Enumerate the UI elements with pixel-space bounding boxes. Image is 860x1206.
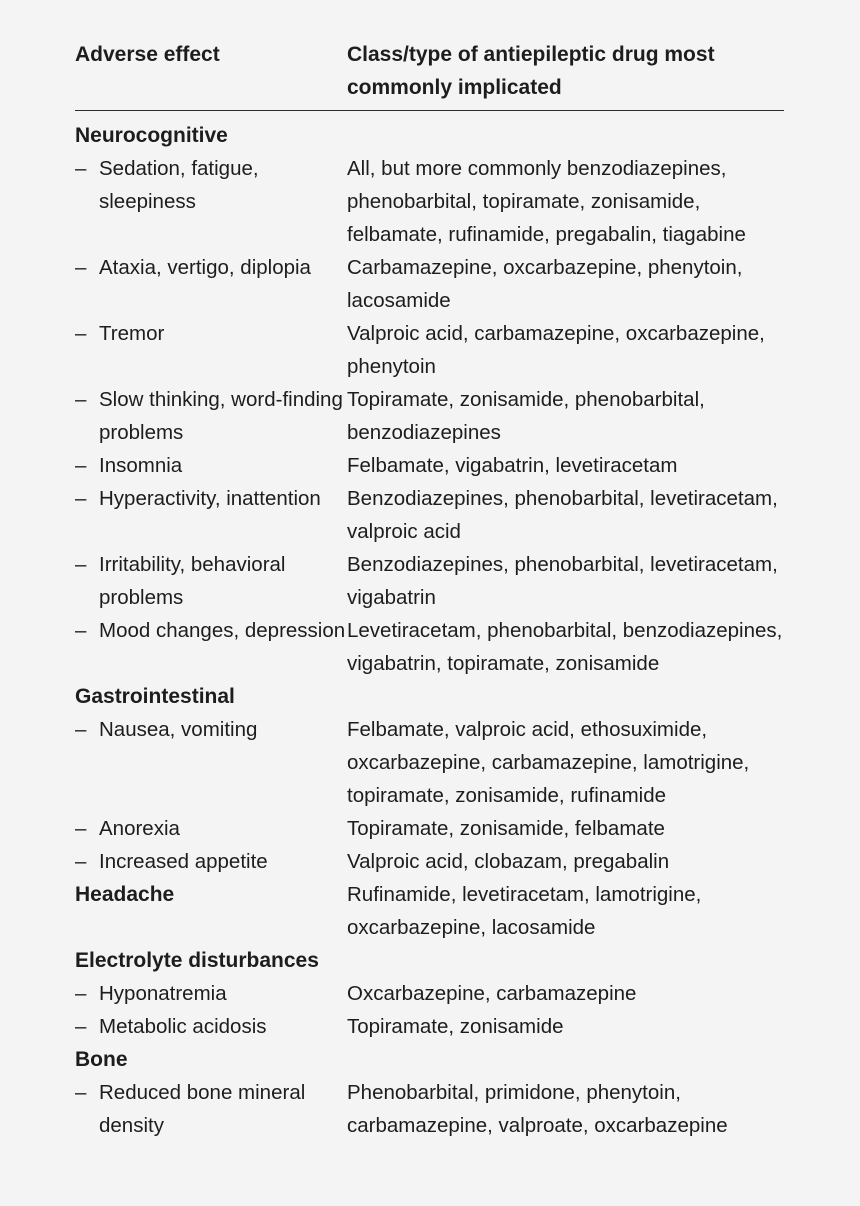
effect-text: Metabolic acidosis: [99, 1015, 267, 1038]
effect-cell: [75, 1010, 347, 1043]
effect-text: Anorexia: [99, 817, 180, 840]
effect-cell: [75, 383, 347, 449]
table-row: [75, 845, 784, 878]
effect-text: Hyponatremia: [99, 982, 227, 1005]
drug-cell: Topiramate, zonisamide, phenobarbital, benzodiazepines: [347, 388, 705, 444]
drug-cell: Benzodiazepines, phenobarbital, levetiracetam, vigabatrin: [347, 553, 778, 609]
table-body: [75, 111, 784, 1142]
section-drugs: [347, 680, 784, 713]
section-title: Electrolyte disturbances: [75, 949, 319, 972]
drug-cell: Valproic acid, clobazam, pregabalin: [347, 850, 670, 873]
section-row: [75, 1043, 784, 1076]
drug-cell: Felbamate, valproic acid, ethosuximide, oxcarbazepine, carbamazepine, lamotrigine, topiramate, zonisamide, rufinamide: [347, 718, 750, 807]
effect-text: Reduced bone mineral density: [99, 1081, 306, 1137]
dash-marker: –: [75, 1081, 87, 1104]
table-row: [75, 614, 784, 680]
adverse-effects-table: [75, 38, 784, 1142]
table-row: [75, 152, 784, 251]
dash-marker: –: [75, 454, 87, 477]
section-drugs: [347, 1043, 784, 1076]
drug-cell: Topiramate, zonisamide: [347, 1015, 564, 1038]
drug-cell: Phenobarbital, primidone, phenytoin, carbamazepine, valproate, oxcarbazepine: [347, 1081, 728, 1137]
effect-text: Mood changes, depression: [99, 619, 346, 642]
drug-cell: Valproic acid, carbamazepine, oxcarbazepine, phenytoin: [347, 322, 765, 378]
dash-marker: –: [75, 850, 87, 873]
table-row: [75, 482, 784, 548]
table-row: [75, 977, 784, 1010]
section-title: Bone: [75, 1048, 128, 1071]
effect-cell: [75, 449, 347, 482]
drug-cell: Oxcarbazepine, carbamazepine: [347, 982, 637, 1005]
dash-marker: –: [75, 619, 87, 642]
section-row: [75, 119, 784, 152]
dash-marker: –: [75, 817, 87, 840]
table-header: [75, 38, 784, 111]
dash-marker: –: [75, 718, 87, 741]
table-row: [75, 317, 784, 383]
dash-marker: –: [75, 157, 87, 180]
dash-marker: –: [75, 553, 87, 576]
drug-cell: Felbamate, vigabatrin, levetiracetam: [347, 454, 678, 477]
effect-text: Hyperactivity, inattention: [99, 487, 321, 510]
section-row: [75, 680, 784, 713]
section-drugs: [347, 944, 784, 977]
section-title: Headache: [75, 883, 175, 906]
effect-text: Slow thinking, word-finding problems: [99, 388, 343, 444]
effect-cell: [75, 548, 347, 614]
effect-text: Insomnia: [99, 454, 183, 477]
effect-text: Tremor: [99, 322, 165, 345]
dash-marker: –: [75, 388, 87, 411]
header-adverse-effect: Adverse effect: [75, 43, 220, 66]
section-title: Neurocognitive: [75, 124, 228, 147]
dash-marker: –: [75, 1015, 87, 1038]
table-row: [75, 251, 784, 317]
section-row: [75, 878, 784, 944]
dash-marker: –: [75, 982, 87, 1005]
drug-cell: Topiramate, zonisamide, felbamate: [347, 817, 665, 840]
section-drugs: Rufinamide, levetiracetam, lamotrigine, oxcarbazepine, lacosamide: [347, 883, 702, 939]
effect-cell: [75, 713, 347, 812]
dash-marker: –: [75, 256, 87, 279]
dash-marker: –: [75, 322, 87, 345]
effect-cell: [75, 152, 347, 251]
table-row: [75, 1076, 784, 1142]
effect-cell: [75, 482, 347, 548]
effect-cell: [75, 845, 347, 878]
drug-cell: Carbamazepine, oxcarbazepine, phenytoin, lacosamide: [347, 256, 743, 312]
effect-cell: [75, 614, 347, 680]
table-row: [75, 1010, 784, 1043]
effect-cell: [75, 251, 347, 317]
dash-marker: –: [75, 487, 87, 510]
section-row: [75, 944, 784, 977]
effect-text: Ataxia, vertigo, diplopia: [99, 256, 311, 279]
section-drugs: [347, 119, 784, 152]
drug-cell: All, but more commonly benzodiazepines, phenobarbital, topiramate, zonisamide, felbamate, rufinamide, pregabalin, tiagabine: [347, 157, 746, 246]
drug-cell: Levetiracetam, phenobarbital, benzodiazepines, vigabatrin, topiramate, zonisamide: [347, 619, 783, 675]
table-row: [75, 383, 784, 449]
effect-cell: [75, 317, 347, 383]
table-row: [75, 812, 784, 845]
header-drug-class: Class/type of antiepileptic drug most commonly implicated: [347, 43, 715, 99]
effect-text: Nausea, vomiting: [99, 718, 258, 741]
effect-text: Increased appetite: [99, 850, 268, 873]
drug-cell: Benzodiazepines, phenobarbital, levetiracetam, valproic acid: [347, 487, 778, 543]
table-row: [75, 449, 784, 482]
effect-text: Irritability, behavioral problems: [99, 553, 286, 609]
effect-cell: [75, 977, 347, 1010]
table-row: [75, 548, 784, 614]
effect-text: Sedation, fatigue, sleepiness: [99, 157, 259, 213]
effect-cell: [75, 1076, 347, 1142]
effect-cell: [75, 812, 347, 845]
table-row: [75, 713, 784, 812]
section-title: Gastrointestinal: [75, 685, 235, 708]
